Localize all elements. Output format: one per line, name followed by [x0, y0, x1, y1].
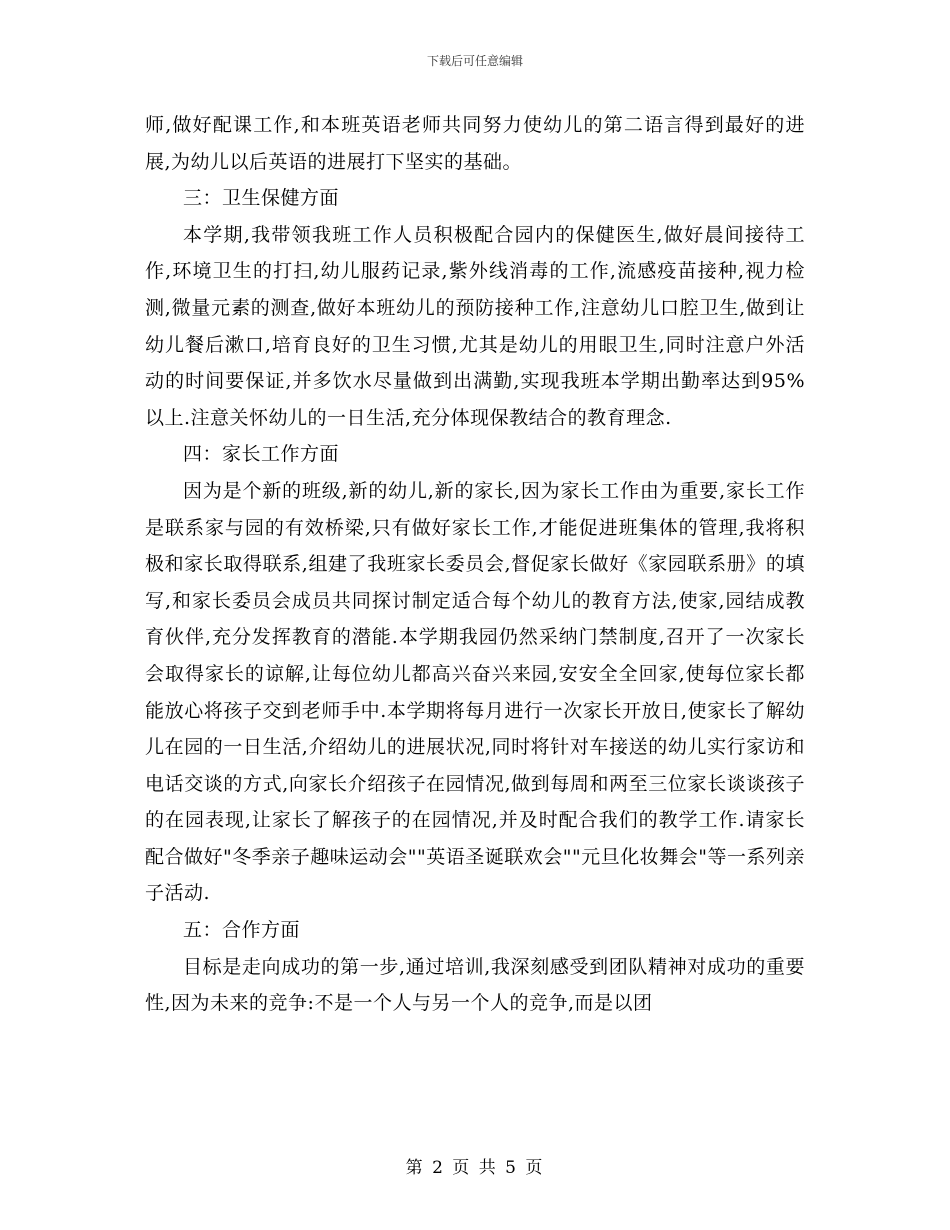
paragraph-hygiene: 本学期,我带领我班工作人员积极配合园内的保健医生,做好晨间接待工作,环境卫生的打扫,幼儿服药记录,紫外线消毒的工作,流感疫苗接种,视力检测,微量元素的测查,做好本班幼儿的预防接种工作,注意幼儿口腔卫生,做到让幼儿餐后漱口,培育良好的卫生习惯,尤其是幼儿的用眼卫生,同时注意户外活动的时间要保证,并多饮水尽量做到出满勤,实现我班本学期出勤率达到95%以上.注意关怀幼儿的一日生活,充分体现保教结合的教育理念. — [145, 223, 805, 429]
paragraph-cooperation: 目标是走向成功的第一步,通过培训,我深刻感受到团队精神对成功的重要性,因为未来的竞争:不是一个人与另一个人的竞争,而是以团 — [145, 955, 805, 1015]
section-heading-cooperation: 五：合作方面 — [183, 919, 301, 942]
paragraph-continuation: 师,做好配课工作,和本班英语老师共同努力使幼儿的第二语言得到最好的进展,为幼儿以后英语的进展打下坚实的基础。 — [145, 114, 805, 173]
page-number-footer: 第 2 页 共 5 页 — [405, 1158, 545, 1178]
section-heading-parents: 四：家长工作方面 — [183, 443, 340, 466]
section-heading-hygiene: 三：卫生保健方面 — [183, 187, 340, 210]
paragraph-parents: 因为是个新的班级,新的幼儿,新的家长,因为家长工作由为重要,家长工作是联系家与园的有效桥梁,只有做好家长工作,才能促进班集体的管理,我将积极和家长取得联系,组建了我班家长委员会,督促家长做好《家园联系册》的填写,和家长委员会成员共同探讨制定适合每个幼儿的教育方法,使家,园结成教育伙伴,充分发挥教育的潜能.本学期我园仍然采纳门禁制度,召开了一次家长会取得家长的谅解,让每位幼儿都高兴奋兴来园,安安全全回家,使每位家长都能放心将孩子交到老师手中.本学期将每月进行一次家长开放日,使家长了解幼儿在园的一日生活,介绍幼儿的进展状况,同时将针对车接送的幼儿实行家访和电话交谈的方式,向家长介绍孩子在园情况,做到每周和两至三位家长谈谈孩子的在园表现,让家长了解孩子的在园情况,并及时配合我们的教学工作.请家长配合做好"冬季亲子趣味运动会""英语圣诞联欢会""元旦化妆舞会"等一系列亲子活动. — [145, 479, 805, 905]
page-header: 下载后可任意编辑 — [426, 54, 523, 68]
document-body — [145, 107, 805, 1022]
